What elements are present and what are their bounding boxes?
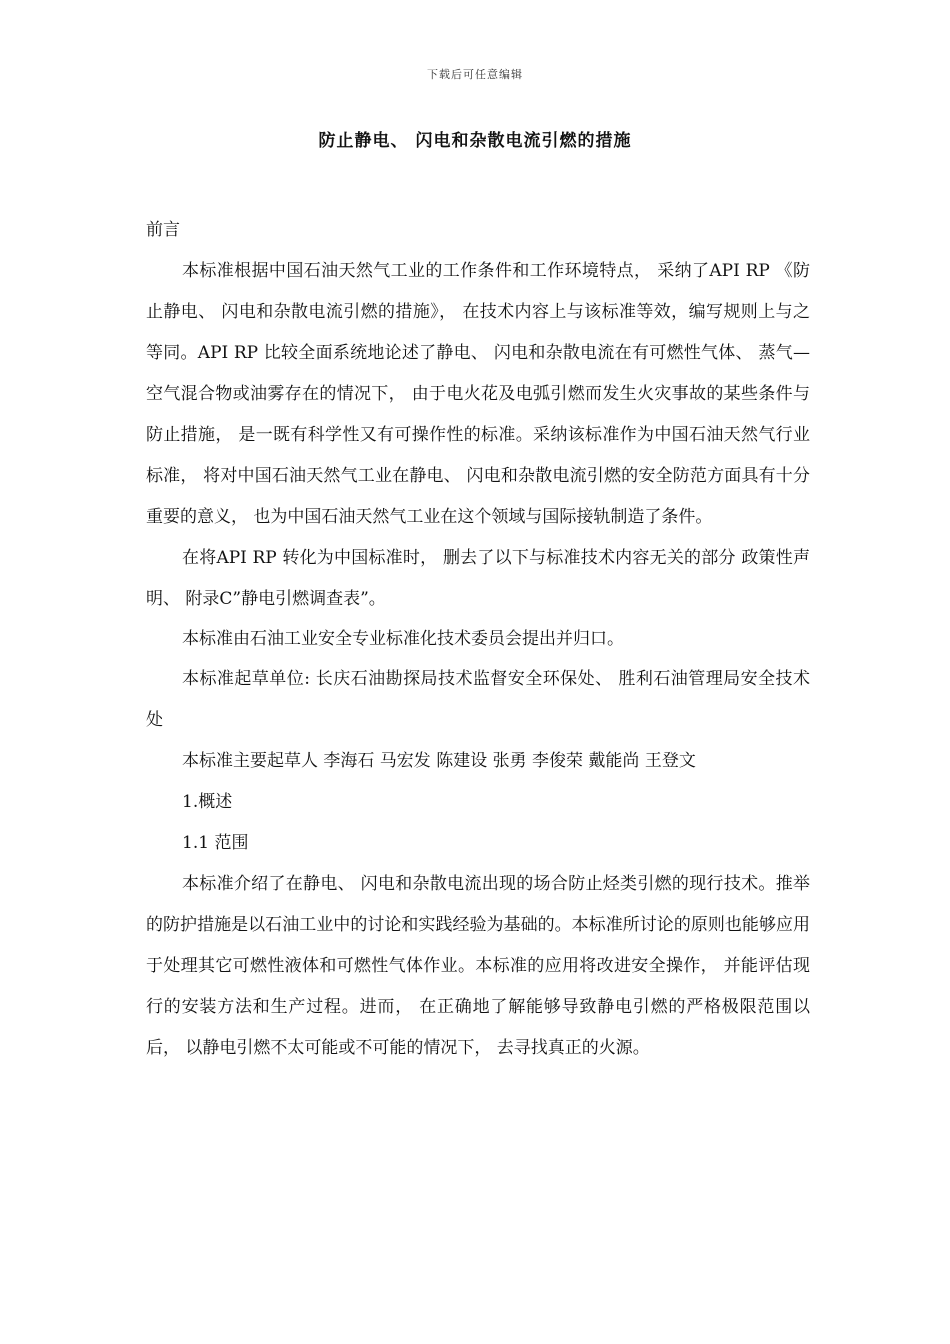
scope-paragraph: 本标准介绍了在静电、 闪电和杂散电流出现的场合防止烃类引燃的现行技术。推举的防护措施是以石油工业中的讨论和实践经验为基础的。本标准所讨论的原则也能够应用于处理其它可燃性液体和可燃性气体作业。本标准的应用将改进安全操作， 并能评估现行的安装方法和生产过程。进而， 在正确地了解能够导致静电引燃的严格极限范围以后， 以静电引燃不太可能或不可能的情况下， 去寻找真正的火源。 — [146, 874, 810, 1058]
drafters-paragraph: 本标准主要起草人 李海石 马宏发 陈建设 张勇 李俊荣 戴能尚 王登文 — [182, 751, 696, 771]
proposer-paragraph: 本标准由石油工业安全专业标准化技术委员会提出并归口。 — [182, 629, 624, 649]
preface-paragraph: 本标准根据中国石油天然气工业的工作条件和工作环境特点， 采纳了API RP 《防止静电、 闪电和杂散电流引燃的措施》， 在技术内容上与该标准等效，编写规则上与之等同。API RP 比较全面系统地论述了静电、 闪电和杂散电流在有可燃性气体、 蒸气—空气混合物或油雾存在的情况下， 由于电火花及电弧引燃而发生火灾事故的某些条件与防止措施， 是一既有科学性又有可操作性的标准。采纳该标准作为中国石油天然气行业标准， 将对中国石油天然气工业在静电、 闪电和杂散电流引燃的安全防范方面具有十分重要的意义， 也为中国石油天然气工业在这个领域与国际接轨制造了条件。 — [146, 261, 810, 527]
preface-heading: 前言 — [146, 220, 180, 240]
conversion-note-paragraph: 在将API RP 转化为中国标准时， 删去了以下与标准技术内容无关的部分 政策性声明、 附录C”静电引燃调查表”。 — [146, 548, 810, 609]
drafting-unit-paragraph: 本标准起草单位: 长庆石油勘探局技术监督安全环保处、 胜利石油管理局安全技术处 — [146, 669, 810, 730]
download-note: 下载后可任意编辑 — [427, 68, 523, 81]
document-body — [146, 210, 810, 1069]
section-heading-overview: 1.概述 — [182, 792, 233, 812]
document-title: 防止静电、 闪电和杂散电流引燃的措施 — [318, 131, 632, 151]
section-heading-scope: 1.1 范围 — [182, 833, 249, 853]
